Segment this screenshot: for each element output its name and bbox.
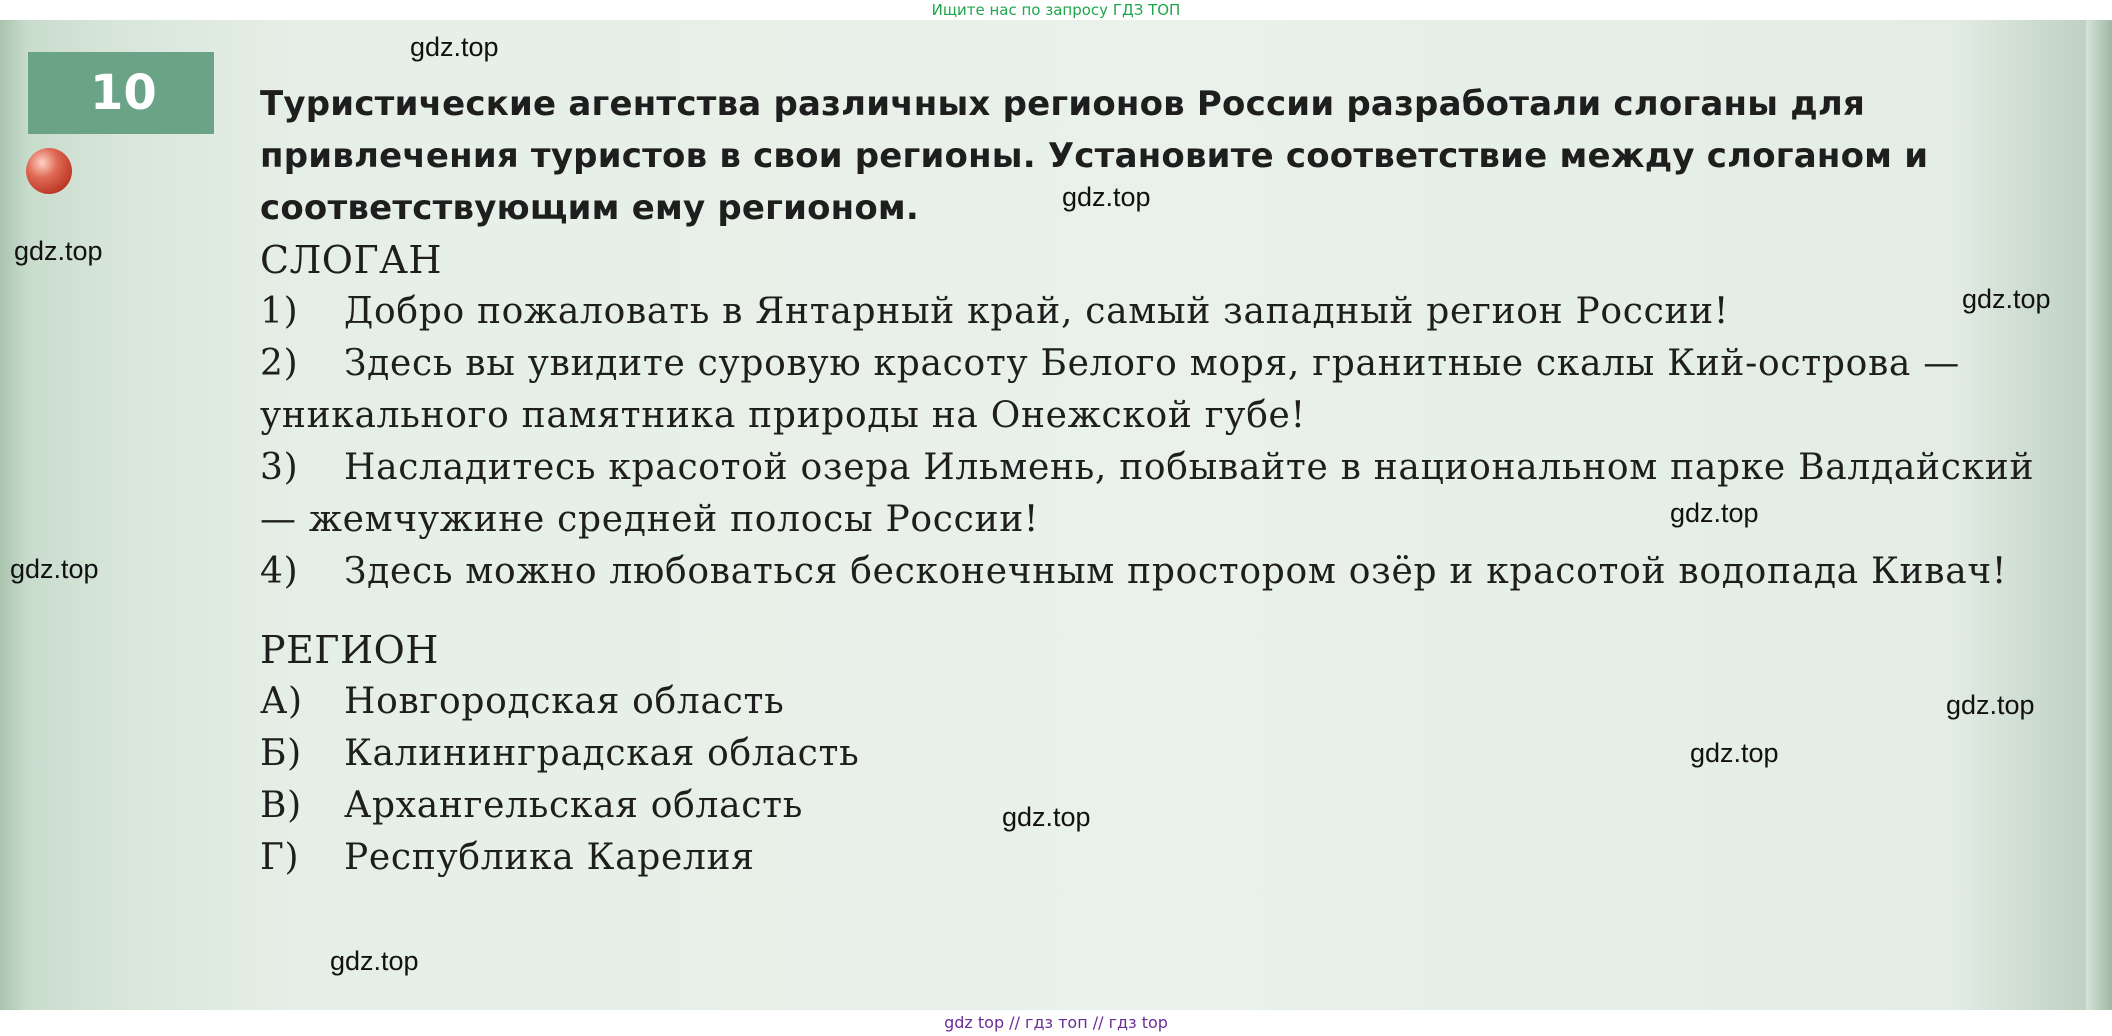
region-letter: Г) bbox=[260, 837, 300, 878]
region-item bbox=[260, 676, 2040, 728]
watermark: gdz.top bbox=[1962, 284, 2051, 314]
watermark: gdz.top bbox=[330, 946, 419, 976]
slogan-item bbox=[260, 442, 2040, 546]
slogan-heading: СЛОГАН bbox=[260, 238, 443, 282]
bottom-banner[interactable]: gdz top // гдз топ // гдз top bbox=[944, 1013, 1168, 1032]
slogan-item bbox=[260, 286, 2040, 338]
slogan-number: 3) bbox=[260, 447, 299, 488]
slogan-text: Насладитесь красотой озера Ильмень, побывайте в национальном парке Валдайский — жемчужине средней полосы России! bbox=[260, 447, 2035, 540]
region-text: Калининградская область bbox=[344, 733, 860, 774]
slogan-item bbox=[260, 338, 2040, 442]
watermark: gdz.top bbox=[1002, 802, 1091, 832]
region-item bbox=[260, 780, 2040, 832]
watermark: gdz.top bbox=[410, 32, 499, 62]
watermark: gdz.top bbox=[1062, 182, 1151, 212]
slogan-text: Здесь вы увидите суровую красоту Белого моря, гранитные скалы Кий-острова — уникального памятника природы на Онежской губе! bbox=[260, 343, 1960, 436]
textbook-page bbox=[0, 20, 2112, 1010]
watermark: gdz.top bbox=[14, 236, 103, 266]
region-letter: В) bbox=[260, 785, 302, 826]
slogan-number: 2) bbox=[260, 343, 299, 384]
region-item bbox=[260, 832, 2040, 884]
page-right-edge bbox=[2086, 20, 2112, 1010]
task-number-badge: 10 bbox=[28, 52, 214, 134]
slogan-item bbox=[260, 546, 2040, 598]
slogan-number: 1) bbox=[260, 291, 299, 332]
watermark: gdz.top bbox=[1690, 738, 1779, 768]
region-letter: А) bbox=[260, 681, 303, 722]
region-text: Новгородская область bbox=[344, 681, 785, 722]
region-text: Архангельская область bbox=[344, 785, 804, 826]
page-left-stripe bbox=[0, 20, 28, 1010]
top-banner[interactable]: Ищите нас по запросу ГДЗ ТОП bbox=[931, 1, 1181, 19]
difficulty-dot-icon bbox=[26, 148, 72, 194]
region-heading: РЕГИОН bbox=[260, 628, 439, 672]
slogan-text: Добро пожаловать в Янтарный край, самый западный регион России! bbox=[344, 291, 1730, 332]
slogan-number: 4) bbox=[260, 551, 299, 592]
watermark: gdz.top bbox=[10, 554, 99, 584]
watermark: gdz.top bbox=[1946, 690, 2035, 720]
region-letter: Б) bbox=[260, 733, 302, 774]
task-statement: Туристические агентства различных регионов России разработали слоганы для привлечения туристов в свои регионы. Установите соответствие между слоганом и соответствующим ему регионом. bbox=[260, 84, 1929, 228]
slogan-text: Здесь можно любоваться бесконечным простором озёр и красотой водопада Кивач! bbox=[344, 551, 2008, 592]
watermark: gdz.top bbox=[1670, 498, 1759, 528]
region-text: Республика Карелия bbox=[344, 837, 755, 878]
